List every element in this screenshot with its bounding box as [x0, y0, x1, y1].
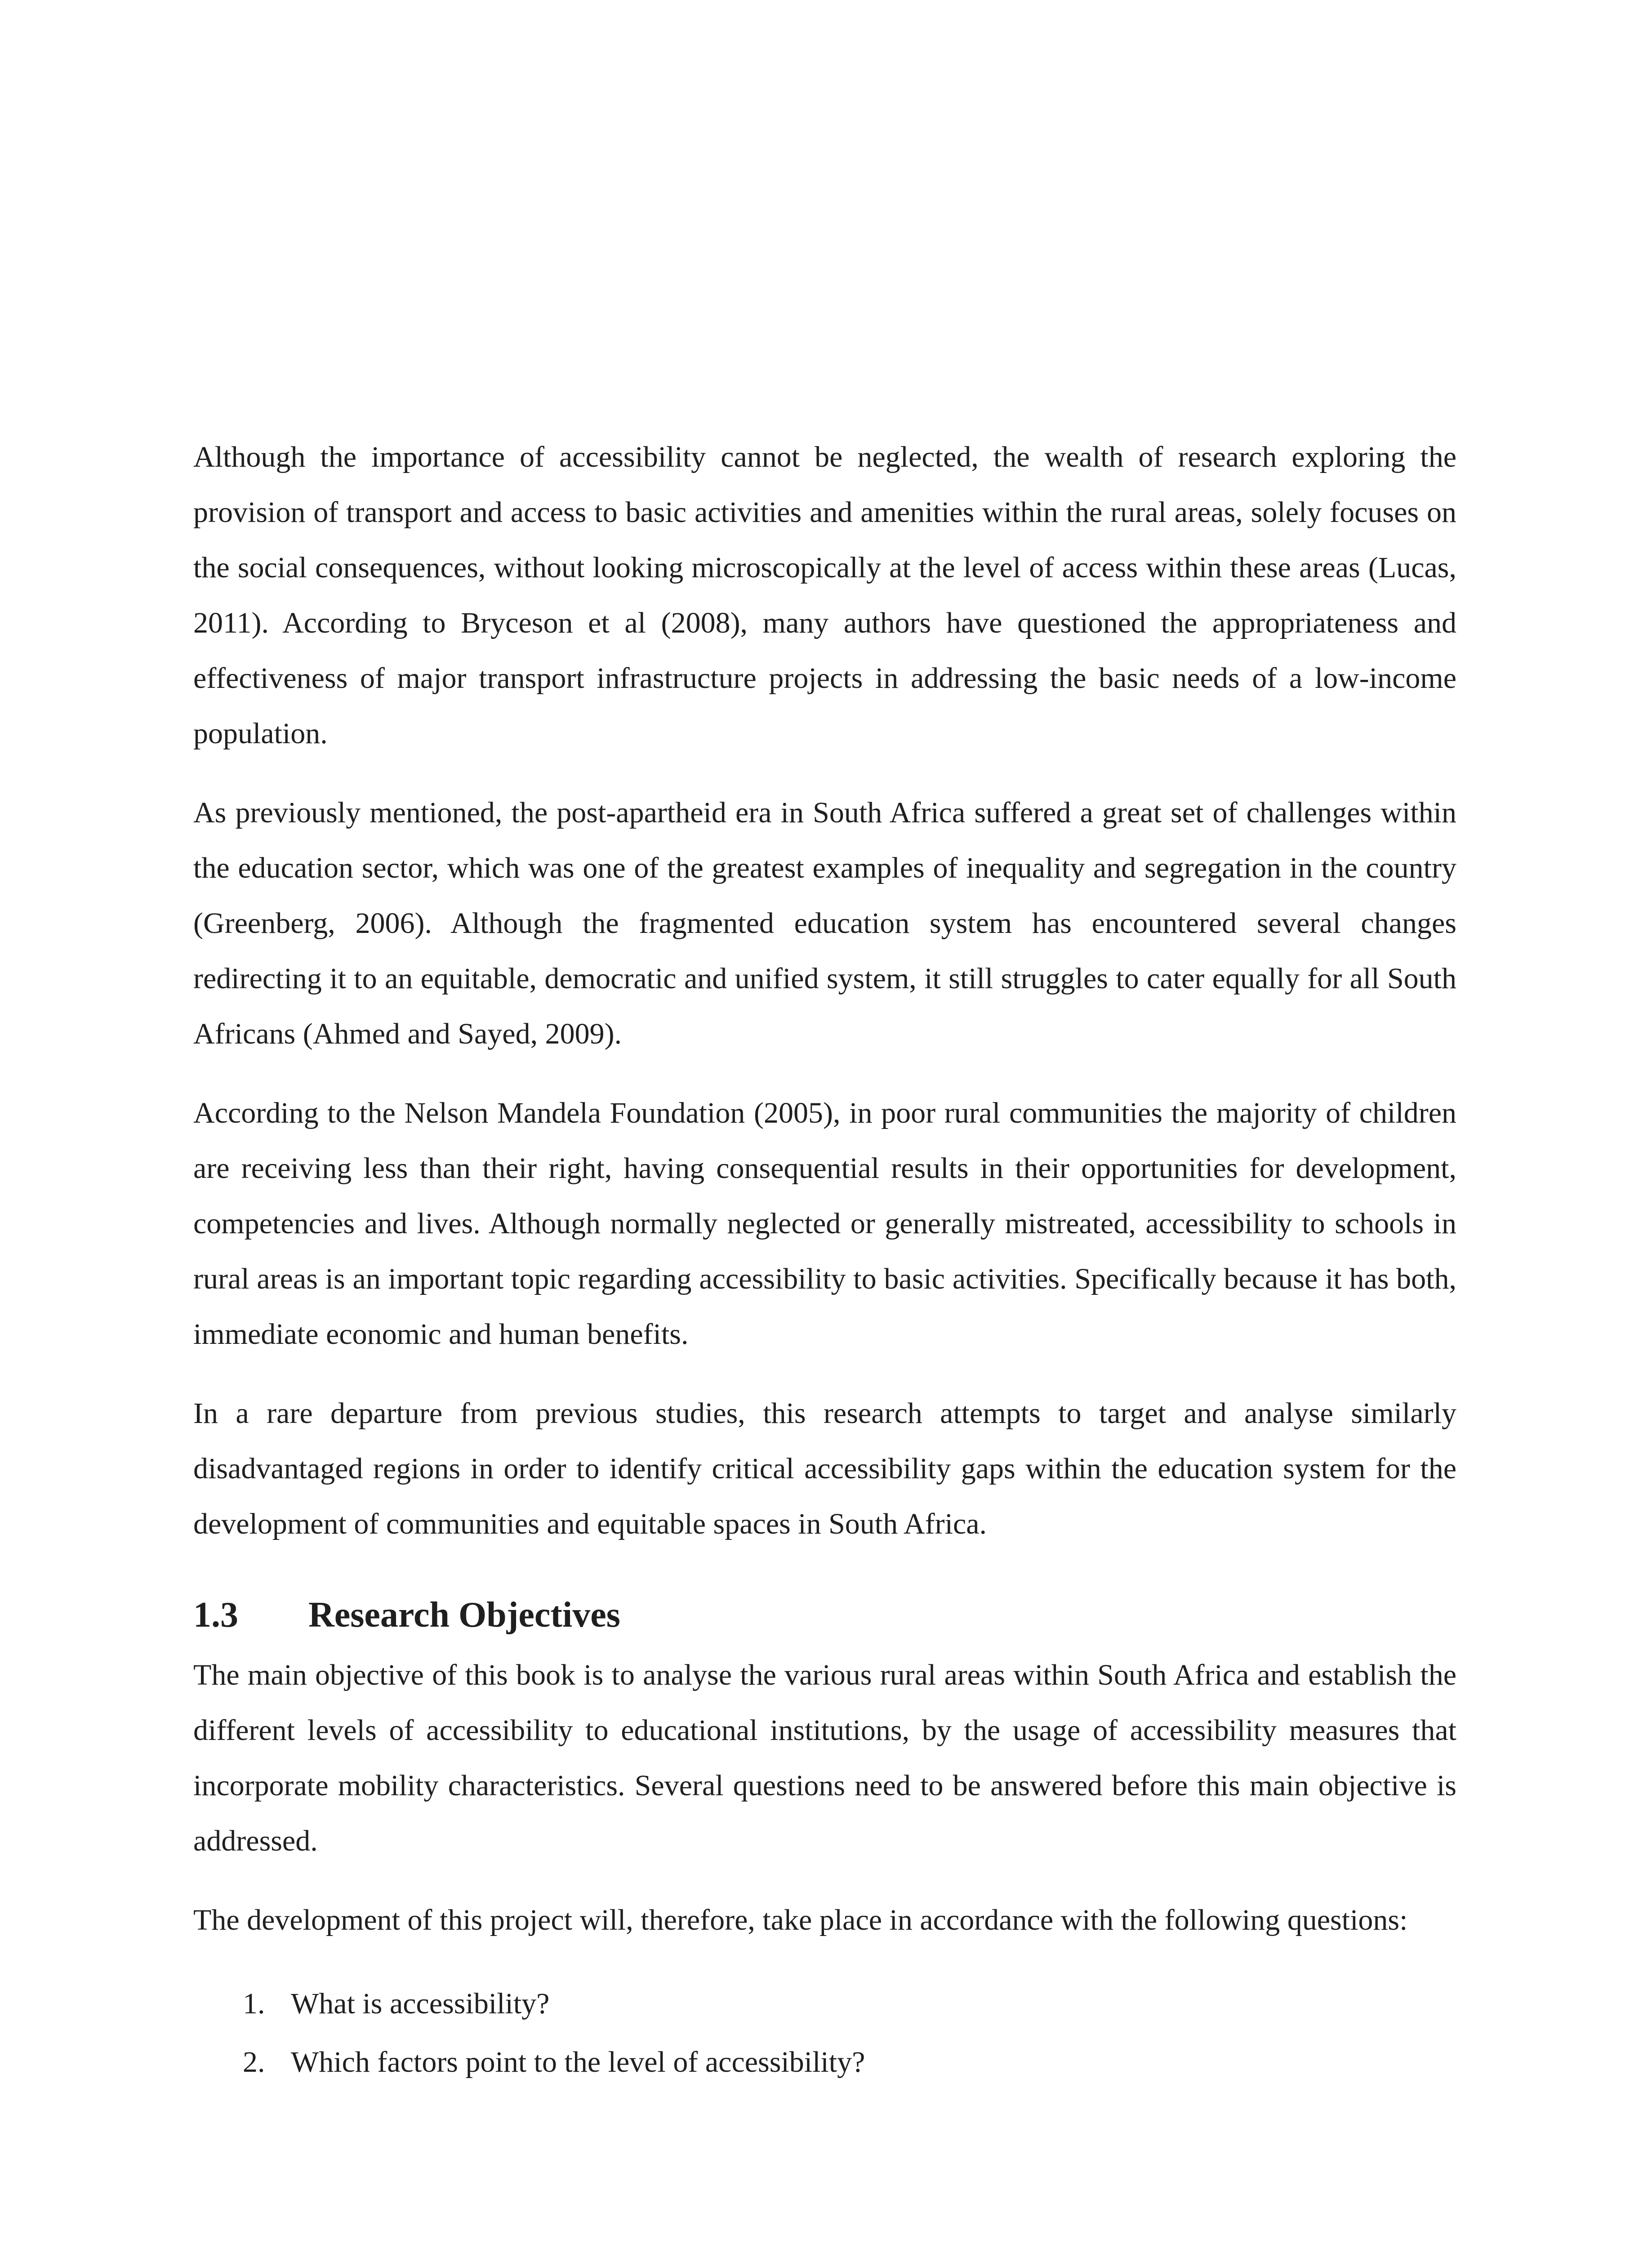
list-item-text: What is accessibility? [291, 1987, 550, 2020]
intro-paragraph-4: In a rare departure from previous studies, this research attempts to target and analyse similarly disadvantaged regions in order to identify critical accessibility gaps within the education system for the development of communities and equitable spaces in South Africa. [193, 1397, 1456, 1540]
research-questions-list [193, 1975, 1456, 2092]
list-item [243, 2033, 1456, 2092]
intro-paragraph-2: As previously mentioned, the post-apartheid era in South Africa suffered a great set of challenges within the education sector, which was one of the greatest examples of inequality and segregation in the country (Greenberg, 2006). Although the fragmented education system has encountered several changes redirecting it to an equitable, democratic and unified system, it still struggles to cater equally for all South Africans (Ahmed and Sayed, 2009). [193, 796, 1456, 1050]
section-number: 1.3 [193, 1595, 238, 1635]
list-item-number: 2. [243, 2046, 265, 2079]
section-heading [193, 1588, 1456, 1643]
list-item-text: Which factors point to the level of accessibility? [291, 2046, 865, 2079]
page-content [193, 429, 1456, 2092]
objectives-paragraph-1: The main objective of this book is to analyse the various rural areas within South Africa and establish the different levels of accessibility to educational institutions, by the usage of accessibility measures that incorporate mobility characteristics. Several questions need to be answered before this main objective is addressed. [193, 1659, 1456, 1857]
section-title: Research Objectives [308, 1595, 620, 1635]
list-item [243, 1975, 1456, 2033]
intro-paragraph-1: Although the importance of accessibility cannot be neglected, the wealth of research exploring the provision of transport and access to basic activities and amenities within the rural areas, solely focuses on the social consequences, without looking microscopically at the level of access within these areas (Lucas, 2011). According to Bryceson et al (2008), many authors have questioned the appropriateness and effectiveness of major transport infrastructure projects in addressing the basic needs of a low-income population. [193, 441, 1456, 750]
objectives-paragraph-2: The development of this project will, therefore, take place in accordance with the following questions: [193, 1904, 1408, 1936]
intro-paragraph-3: According to the Nelson Mandela Foundation (2005), in poor rural communities the majority of children are receiving less than their right, having consequential results in their opportunities for development, competencies and lives. Although normally neglected or generally mistreated, accessibility to schools in rural areas is an important topic regarding accessibility to basic activities. Specifically because it has both, immediate economic and human benefits. [193, 1097, 1456, 1351]
list-item-number: 1. [243, 1987, 265, 2020]
